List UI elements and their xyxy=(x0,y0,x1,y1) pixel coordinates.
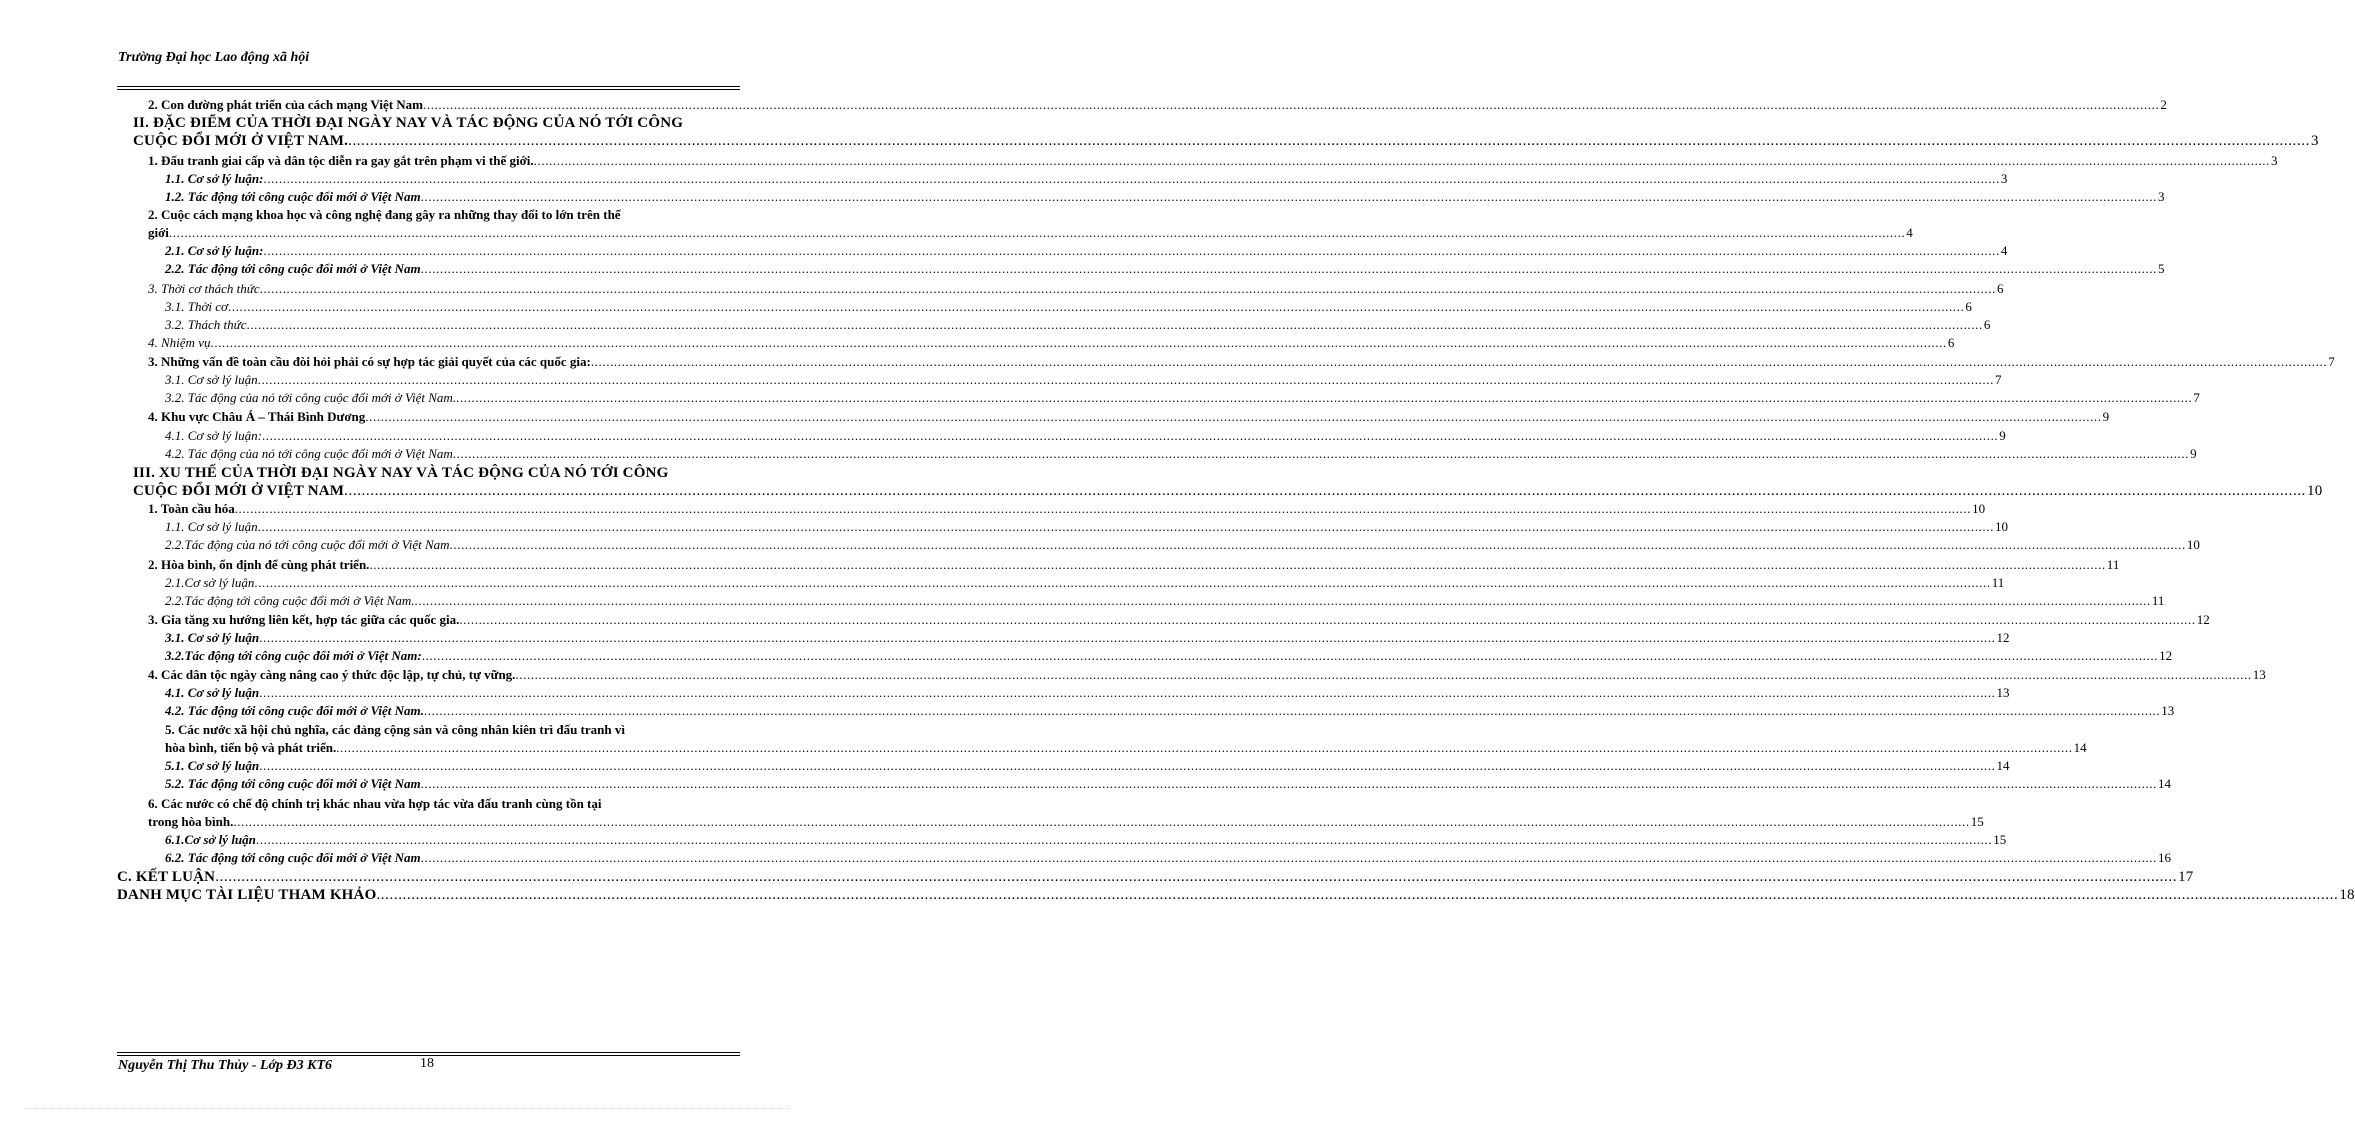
toc-dot-leader xyxy=(376,886,2338,904)
toc-entry-text: II. ĐẶC ĐIỂM CỦA THỜI ĐẠI NGÀY NAY VÀ TÁC ĐỘNG CỦA NÓ TỚI CÔNG xyxy=(133,115,684,131)
toc-dot-leader xyxy=(424,702,2160,720)
toc-entry-continuation xyxy=(148,224,1913,242)
toc-entry xyxy=(165,721,740,739)
toc-entry-text: hòa bình, tiến bộ và phát triển. xyxy=(165,740,337,755)
toc-page-number: 17 xyxy=(2178,869,2194,885)
toc-entry xyxy=(148,408,2110,426)
toc-entry xyxy=(165,445,2197,463)
toc-entry xyxy=(165,242,2008,260)
toc-entry xyxy=(148,500,1986,518)
toc-dot-leader xyxy=(263,170,1999,188)
toc-page-number: 3 xyxy=(2271,153,2278,168)
toc-dot-leader xyxy=(263,242,1999,260)
toc-entry-text: 6.2. Tác động tới công cuộc đổi mới ở Việt Nam xyxy=(165,850,421,865)
toc-dot-leader xyxy=(246,316,1982,334)
toc-entry xyxy=(165,684,2010,702)
toc-dot-leader xyxy=(210,334,1946,352)
toc-dot-leader xyxy=(423,96,2159,114)
toc-entry-text: CUỘC ĐỔI MỚI Ở VIỆT NAM xyxy=(133,483,345,499)
toc-entry xyxy=(133,114,740,132)
toc-entry xyxy=(165,647,2173,665)
toc-entry-text: 5.1. Cơ sở lý luận xyxy=(165,758,260,773)
toc-entry-text: 3. Gia tăng xu hướng liên kết, hợp tác giữa các quốc gia. xyxy=(148,612,460,627)
toc-entry-text: 3.1. Thời cơ xyxy=(165,299,228,314)
toc-entry xyxy=(165,188,2165,206)
toc-entry-text: 2. Cuộc cách mạng khoa học và công nghệ đang gây ra những thay đổi to lớn trên thế xyxy=(148,207,621,222)
toc-page-number: 3 xyxy=(2158,189,2165,204)
toc-entry-text: 1.2. Tác động tới công cuộc đổi mới ở Việt Nam xyxy=(165,189,421,204)
toc-entry xyxy=(165,629,2010,647)
toc-entry-text: 1. Toàn cầu hóa xyxy=(148,501,235,516)
toc-dot-leader xyxy=(259,629,1995,647)
toc-page-number: 10 xyxy=(1972,501,1986,516)
toc-entry-continuation xyxy=(133,482,2323,500)
toc-entry-text: 2.1.Cơ sở lý luận xyxy=(165,575,255,590)
toc-entry xyxy=(148,206,740,224)
toc-page-number: 3 xyxy=(2000,171,2008,186)
toc-page-number: 4 xyxy=(2000,243,2008,258)
toc-entry-text: 3.2. Thách thức xyxy=(165,317,247,332)
toc-dot-leader xyxy=(421,260,2157,278)
toc-entry-text: 3.2. Tác động của nó tới công cuộc đổi mới ở Việt Nam. xyxy=(165,390,457,405)
toc-dot-leader xyxy=(415,592,2151,610)
toc-dot-leader xyxy=(365,408,2101,426)
toc-entry-text: 3. Những vấn đề toàn cầu đòi hỏi phải có sự hợp tác giải quyết của các quốc gia: xyxy=(148,354,591,369)
toc-entry xyxy=(165,757,2010,775)
toc-page-number: 5 xyxy=(2158,261,2165,276)
toc-entry xyxy=(133,464,740,482)
toc-page-number: 12 xyxy=(1996,630,2010,645)
toc-dot-leader xyxy=(233,813,1969,831)
toc-entry-text: 3.1. Cơ sở lý luận xyxy=(165,630,260,645)
toc-entry-text: DANH MỤC TÀI LIỆU THAM KHẢO xyxy=(117,887,377,903)
toc-page-number: 15 xyxy=(1993,832,2007,847)
toc-dot-leader xyxy=(235,500,1971,518)
toc-dot-leader xyxy=(534,152,2270,170)
toc-dot-leader xyxy=(344,482,2306,500)
toc-entry-text: 4.2. Tác động của nó tới công cuộc đổi mới ở Việt Nam xyxy=(165,446,453,461)
toc-entry xyxy=(165,536,2200,554)
toc-dot-leader xyxy=(369,556,2105,574)
toc-page-number: 10 xyxy=(2186,537,2200,552)
footer-page-number: 18 xyxy=(420,1056,434,1071)
toc-entry-text: 4. Khu vực Châu Á – Thái Bình Dương xyxy=(148,409,366,424)
toc-entry xyxy=(165,389,2200,407)
toc-entry xyxy=(148,353,2335,371)
toc-entry-text: 2.1. Cơ sở lý luận: xyxy=(165,243,264,258)
toc-page-number: 9 xyxy=(2102,409,2110,424)
toc-entry xyxy=(117,886,2355,904)
toc-page-number: 6 xyxy=(1996,281,2004,296)
toc-dot-leader xyxy=(422,647,2158,665)
toc-entry-text: CUỘC ĐỔI MỚI Ở VIỆT NAM. xyxy=(133,133,349,149)
footer-rule xyxy=(117,1052,740,1053)
toc-dot-leader xyxy=(421,775,2157,793)
toc-dot-leader xyxy=(336,739,2072,757)
toc-entry-text: 6.1.Cơ sở lý luận xyxy=(165,832,256,847)
toc-page-number: 6 xyxy=(1983,317,1991,332)
toc-entry-text: 4.1. Cơ sở lý luận xyxy=(165,685,260,700)
toc-entry-text: 4. Các dân tộc ngày càng nâng cao ý thức độc lập, tự chủ, tự vững. xyxy=(148,667,516,682)
toc-dot-leader xyxy=(453,445,2189,463)
toc-dot-leader xyxy=(421,849,2157,867)
toc-entry xyxy=(148,280,2004,298)
toc-dot-leader xyxy=(258,518,1994,536)
toc-entry-continuation xyxy=(133,132,2319,150)
toc-entry xyxy=(165,518,2008,536)
toc-dot-leader xyxy=(259,684,1995,702)
toc-page-number: 6 xyxy=(1947,335,1955,350)
toc-entry-text: 3.1. Cơ sở lý luận xyxy=(165,372,258,387)
toc-page-number: 12 xyxy=(2159,648,2173,663)
toc-page-number: 2 xyxy=(2160,97,2167,112)
toc-entry-continuation xyxy=(148,813,1984,831)
toc-dot-leader xyxy=(215,868,2177,886)
toc-dot-leader xyxy=(421,188,2157,206)
toc-dot-leader xyxy=(262,427,1998,445)
toc-entry xyxy=(148,795,740,813)
toc-entry-text: 1.1. Cơ sở lý luận xyxy=(165,519,258,534)
toc-entry xyxy=(165,849,2172,867)
toc-entry-text: 3.2.Tác động tới công cuộc đổi mới ở Việt Nam: xyxy=(165,648,422,663)
toc-page-number: 9 xyxy=(1999,428,2006,443)
toc-entry xyxy=(148,334,1955,352)
toc-entry xyxy=(165,427,2006,445)
toc-page-number: 11 xyxy=(2106,557,2120,572)
toc-page-number: 7 xyxy=(1994,372,2002,387)
toc-page-number: 14 xyxy=(2158,776,2172,791)
toc-entry xyxy=(148,96,2167,114)
toc-dot-leader xyxy=(258,371,1994,389)
toc-entry-text: 2. Con đường phát triển của cách mạng Việt Nam xyxy=(148,97,424,112)
toc-dot-leader xyxy=(459,611,2195,629)
toc-entry-text: 5.2. Tác động tới công cuộc đổi mới ở Việt Nam xyxy=(165,776,421,791)
toc-page-number: 4 xyxy=(1906,225,1913,240)
toc-page-number: 3 xyxy=(2310,133,2319,149)
toc-entry-text: 2. Hòa bình, ổn định để cùng phát triển. xyxy=(148,557,370,572)
toc-entry-text: 3. Thời cơ thách thức xyxy=(148,281,260,296)
toc-entry xyxy=(165,170,2008,188)
toc-entry-text: trong hòa bình. xyxy=(148,814,234,829)
toc-page-number: 13 xyxy=(1996,685,2010,700)
toc-page-number: 10 xyxy=(2307,483,2323,499)
toc-dot-leader xyxy=(169,224,1905,242)
toc-entry-text: 2.2.Tác động tới công cuộc đổi mới ở Việt Nam. xyxy=(165,593,415,608)
toc-dot-leader xyxy=(260,280,1996,298)
toc-entry-text: 1.1. Cơ sở lý luận: xyxy=(165,171,264,186)
toc-entry xyxy=(165,371,2002,389)
toc-entry-text: 4.1. Cơ sở lý luận: xyxy=(165,428,262,443)
toc-dot-leader xyxy=(515,666,2251,684)
toc-page-number: 16 xyxy=(2158,850,2172,865)
toc-page-number: 10 xyxy=(1994,519,2008,534)
toc-dot-leader xyxy=(456,389,2192,407)
toc-entry xyxy=(148,556,2120,574)
toc-page-number: 7 xyxy=(2193,390,2200,405)
toc-entry-text: 5. Các nước xã hội chủ nghĩa, các đảng cộng sản và công nhân kiên trì đấu tranh vì xyxy=(165,722,625,737)
toc-page-number: 6 xyxy=(1965,299,1972,314)
toc-entry-text: C. KẾT LUẬN xyxy=(117,869,216,885)
toc-dot-leader xyxy=(348,132,2310,150)
toc-page-number: 12 xyxy=(2196,612,2210,627)
toc-entry xyxy=(165,574,2005,592)
toc-page-number: 18 xyxy=(2339,887,2355,903)
toc-entry xyxy=(148,666,2266,684)
toc-entry xyxy=(165,592,2165,610)
header-title: Trường Đại học Lao động xã hội xyxy=(118,50,310,65)
footer-author: Nguyễn Thị Thu Thủy - Lớp Đ3 KT6 xyxy=(118,1058,333,1073)
toc-entry xyxy=(165,775,2172,793)
toc-entry xyxy=(165,260,2165,278)
toc-page-number: 13 xyxy=(2161,703,2175,718)
toc-dot-leader xyxy=(259,757,1995,775)
toc-page-number: 14 xyxy=(1996,758,2010,773)
toc-page-number: 11 xyxy=(1991,575,2005,590)
toc-entry xyxy=(165,702,2175,720)
toc-page-number: 11 xyxy=(2151,593,2165,608)
toc-page-number: 13 xyxy=(2252,667,2266,682)
toc-dot-leader xyxy=(591,353,2327,371)
toc-entry-text: 1. Đấu tranh giai cấp và dân tộc diễn ra gay gắt trên phạm vi thế giới. xyxy=(148,153,534,168)
toc-entry xyxy=(148,152,2278,170)
toc-entry xyxy=(165,316,1991,334)
toc-dot-leader xyxy=(450,536,2186,554)
toc-dot-leader xyxy=(256,831,1992,849)
toc-entry-continuation xyxy=(165,739,2087,757)
toc-dot-leader xyxy=(254,574,1990,592)
toc-entry-text: 4. Nhiệm vụ xyxy=(148,335,211,350)
toc-dot-leader xyxy=(228,298,1964,316)
toc-entry-text: 6. Các nước có chế độ chính trị khác nhau vừa hợp tác vừa đấu tranh cùng tồn tại xyxy=(148,796,602,811)
toc-entry xyxy=(148,611,2210,629)
toc-entry-text: 4.2. Tác động tới công cuộc đổi mới ở Việt Nam. xyxy=(165,703,424,718)
toc-entry-text: 2.2. Tác động tới công cuộc đổi mới ở Việt Nam xyxy=(165,261,421,276)
toc-page-number: 14 xyxy=(2073,740,2087,755)
toc-entry-text: giới xyxy=(148,225,169,240)
toc-entry xyxy=(165,831,2007,849)
toc-page-number: 9 xyxy=(2190,446,2197,461)
toc-entry xyxy=(165,298,1972,316)
toc-page-number: 7 xyxy=(2328,354,2335,369)
toc-entry-text: 2.2.Tác động của nó tới công cuộc đổi mới ở Việt Nam xyxy=(165,537,450,552)
toc-entry xyxy=(117,868,2194,886)
toc-page-number: 15 xyxy=(1970,814,1984,829)
toc-entry-text: III. XU THẾ CỦA THỜI ĐẠI NGÀY NAY VÀ TÁC ĐỘNG CỦA NÓ TỚI CÔNG xyxy=(133,465,669,481)
